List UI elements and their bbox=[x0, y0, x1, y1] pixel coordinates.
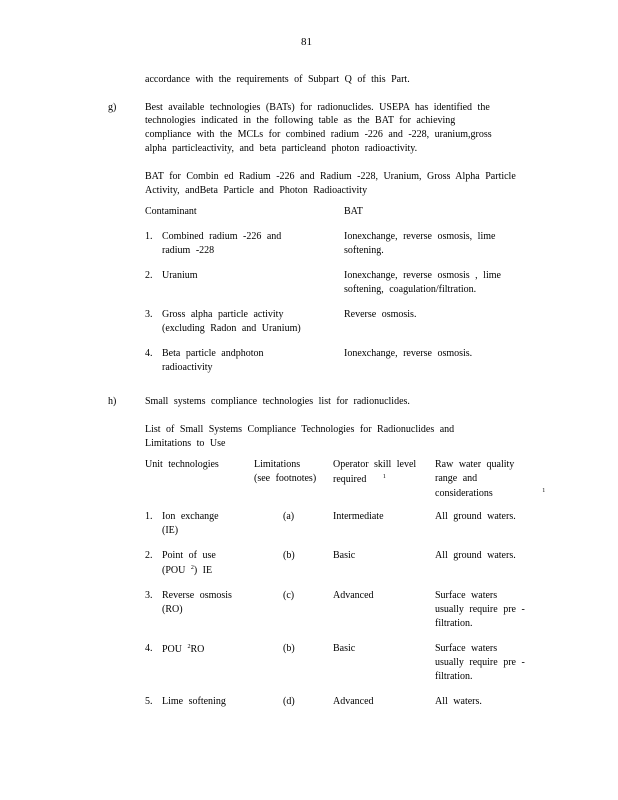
bat-row-number: 4. bbox=[145, 348, 153, 359]
bat-row-technology: Ionexchange, reverse osmosis, lime bbox=[344, 231, 496, 242]
header-operator-skill: Operator skill level bbox=[333, 459, 417, 470]
header-limitations: Limitations bbox=[254, 459, 301, 470]
bat-row-technology: Ionexchange, reverse osmosis. bbox=[344, 348, 473, 359]
tech-row-raw-water-cont: usually require pre - bbox=[435, 657, 525, 668]
section-g-line-1: Best available technologies (BATs) for radionuclides. USEPA has identified the bbox=[145, 102, 490, 113]
section-h-marker: h) bbox=[108, 396, 117, 407]
tech-row-raw-water: All ground waters. bbox=[435, 550, 516, 561]
tech-row-raw-water: Surface waters bbox=[435, 643, 498, 654]
header-raw-water-cont: range and bbox=[435, 473, 478, 484]
section-g-marker: g) bbox=[108, 102, 117, 113]
bat-header-bat: BAT bbox=[344, 206, 363, 217]
header-unit-technologies: Unit technologies bbox=[145, 459, 219, 470]
intro-line: accordance with the requirements of Subpart Q of this Part. bbox=[145, 74, 410, 85]
bat-row-contaminant-cont: radioactivity bbox=[162, 362, 213, 373]
section-h-heading: Small systems compliance technologies list for radionuclides. bbox=[145, 396, 410, 407]
bat-row-technology-cont: softening, coagulation/filtration. bbox=[344, 284, 477, 295]
bat-row-number: 1. bbox=[145, 231, 153, 242]
header-raw-water: Raw water quality bbox=[435, 459, 515, 470]
tech-row-skill: Basic bbox=[333, 550, 356, 561]
tech-row-skill: Advanced bbox=[333, 696, 374, 707]
header-operator-skill-cont: required $^1$ bbox=[333, 474, 386, 485]
bat-row-contaminant-cont: radium -228 bbox=[162, 245, 215, 256]
tech-row-limitation: (b) bbox=[283, 643, 295, 654]
tech-row-raw-water: All ground waters. bbox=[435, 511, 516, 522]
tech-row-raw-water: All waters. bbox=[435, 696, 482, 707]
tech-row-raw-water: Surface waters bbox=[435, 590, 498, 601]
header-raw-water-cont2: considerations $^1$ bbox=[435, 488, 546, 499]
bat-row-contaminant: Uranium bbox=[162, 270, 198, 281]
bat-row-contaminant: Beta particle andphoton bbox=[162, 348, 264, 359]
tech-row-raw-water-cont2: filtration. bbox=[435, 671, 473, 682]
tech-row-number: 2. bbox=[145, 550, 153, 561]
tech-row-number: 5. bbox=[145, 696, 153, 707]
tech-row-number: 3. bbox=[145, 590, 153, 601]
tech-row-skill: Basic bbox=[333, 643, 356, 654]
tech-row-limitation: (a) bbox=[283, 511, 295, 522]
tech-row-skill: Advanced bbox=[333, 590, 374, 601]
bat-row-contaminant: Gross alpha particle activity bbox=[162, 309, 284, 320]
bat-row-number: 2. bbox=[145, 270, 153, 281]
bat-row-number: 3. bbox=[145, 309, 153, 320]
bat-table-title-line-1: BAT for Combin ed Radium -226 and Radium -228, Uranium, Gross Alpha Particle bbox=[145, 171, 516, 182]
bat-row-contaminant: Combined radium -226 and bbox=[162, 231, 282, 242]
bat-row-technology: Ionexchange, reverse osmosis , lime bbox=[344, 270, 501, 281]
tech-row-number: 1. bbox=[145, 511, 153, 522]
bat-table-title-line-2: Activity, andBeta Particle and Photon Radioactivity bbox=[145, 185, 368, 196]
tech-row-unit-cont: (RO) bbox=[162, 604, 183, 615]
small-systems-title-line-2: Limitations to Use bbox=[145, 438, 226, 449]
header-limitations-cont: (see footnotes) bbox=[254, 473, 317, 484]
tech-row-unit-cont: (POU $^2$) IE bbox=[162, 565, 213, 576]
tech-row-raw-water-cont2: filtration. bbox=[435, 618, 473, 629]
tech-row-unit-cont: (IE) bbox=[162, 525, 179, 536]
tech-row-number: 4. bbox=[145, 643, 153, 654]
small-systems-title-line-1: List of Small Systems Compliance Technologies for Radionuclides and bbox=[145, 424, 455, 435]
section-g-line-2: technologies indicated in the following table as the BAT for achieving bbox=[145, 115, 456, 126]
bat-row-technology-cont: softening. bbox=[344, 245, 384, 256]
section-g-line-4: alpha particleactivity, and beta particleand photon radioactivity. bbox=[145, 143, 418, 154]
tech-row-unit: Reverse osmosis bbox=[162, 590, 232, 601]
tech-row-limitation: (d) bbox=[283, 696, 295, 707]
page-number: 81 bbox=[301, 36, 312, 48]
bat-header-contaminant: Contaminant bbox=[145, 206, 197, 217]
tech-row-unit: POU $^2$RO bbox=[162, 644, 205, 655]
tech-row-unit: Lime softening bbox=[162, 696, 226, 707]
bat-row-contaminant-cont: (excluding Radon and Uranium) bbox=[162, 323, 301, 334]
bat-row-technology: Reverse osmosis. bbox=[344, 309, 417, 320]
tech-row-limitation: (c) bbox=[283, 590, 295, 601]
tech-row-unit: Ion exchange bbox=[162, 511, 219, 522]
tech-row-skill: Intermediate bbox=[333, 511, 384, 522]
tech-row-limitation: (b) bbox=[283, 550, 295, 561]
tech-row-unit: Point of use bbox=[162, 550, 216, 561]
section-g-line-3: compliance with the MCLs for combined radium -226 and -228, uranium,gross bbox=[145, 129, 492, 140]
tech-row-raw-water-cont: usually require pre - bbox=[435, 604, 525, 615]
